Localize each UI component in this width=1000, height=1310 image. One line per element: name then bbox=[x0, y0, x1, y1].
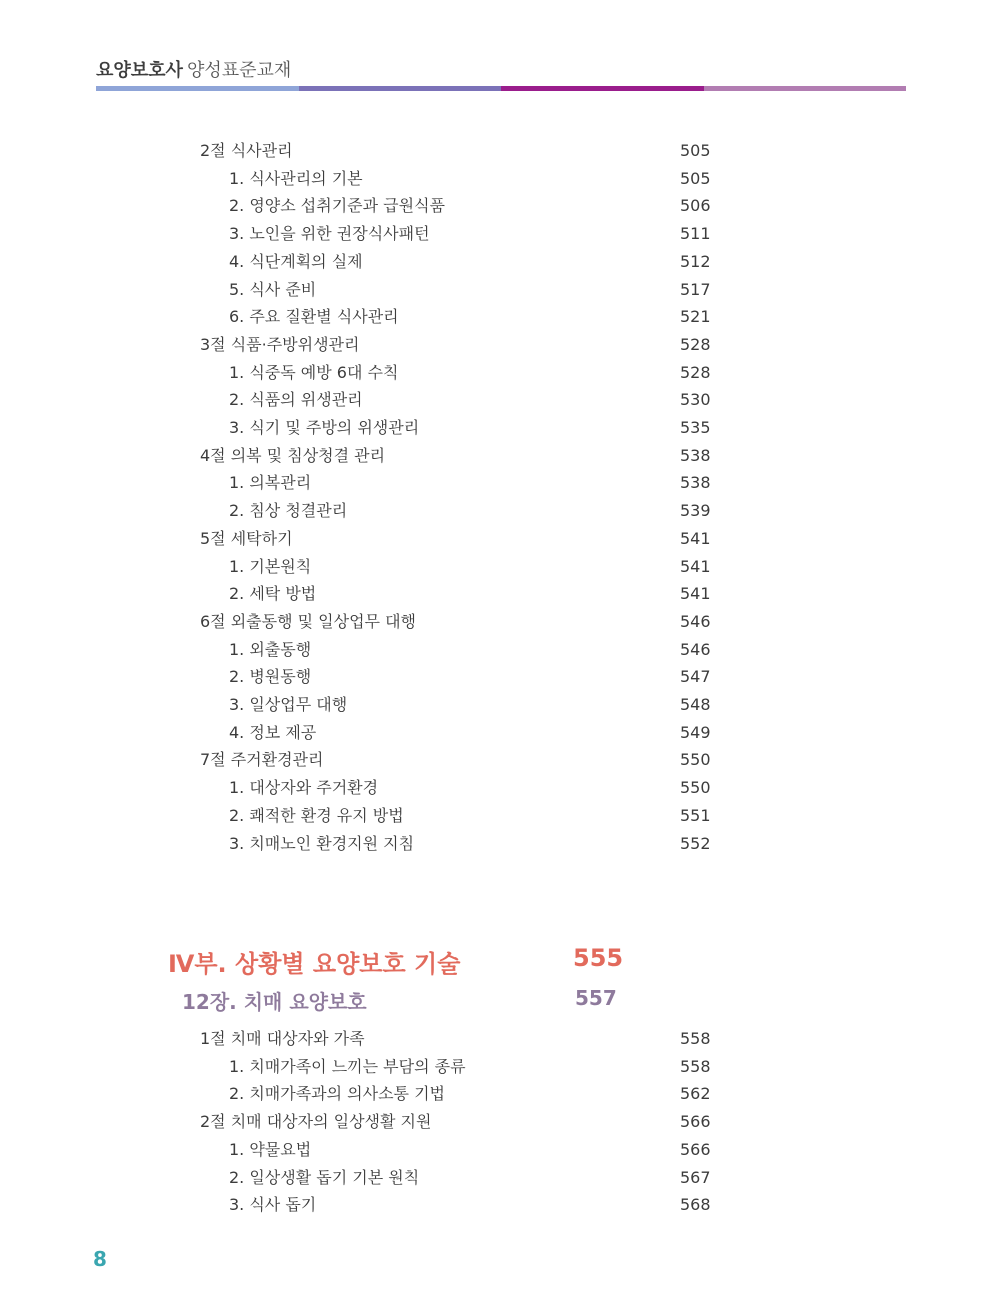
toc-label: 2절 식사관리 bbox=[200, 141, 293, 160]
toc-page-number: 568 bbox=[680, 1195, 711, 1215]
toc-section-row bbox=[0, 608, 1000, 636]
toc-page-number: 541 bbox=[680, 556, 711, 576]
toc-page-number: 551 bbox=[680, 805, 711, 825]
toc-item-row bbox=[0, 303, 1000, 331]
toc-page-number: 550 bbox=[680, 750, 711, 770]
header-bar-segment bbox=[704, 86, 907, 91]
toc-page-number: 538 bbox=[680, 473, 711, 493]
toc-item-row bbox=[0, 691, 1000, 719]
toc-label: 2. 식품의 위생관리 bbox=[229, 390, 363, 410]
toc-page-number: 538 bbox=[680, 445, 711, 465]
toc-page-number: 521 bbox=[680, 307, 711, 327]
header-color-bar bbox=[96, 86, 906, 91]
toc-page-number: 547 bbox=[680, 667, 711, 687]
toc-label: 7절 주거환경관리 bbox=[200, 750, 324, 770]
toc-page-number: 546 bbox=[680, 611, 711, 631]
toc-item-row bbox=[0, 830, 1000, 858]
toc-label: 2. 쾌적한 환경 유지 방법 bbox=[229, 805, 404, 825]
toc-page-number: 528 bbox=[680, 362, 711, 382]
toc-page-number: 549 bbox=[680, 722, 711, 742]
toc-page-number: 539 bbox=[680, 501, 711, 521]
toc-label: 2. 일상생활 돕기 기본 원칙 bbox=[229, 1167, 420, 1187]
toc-section-row bbox=[0, 525, 1000, 553]
toc-label: 3. 노인을 위한 권장식사패턴 bbox=[229, 224, 430, 244]
toc-item-row bbox=[0, 719, 1000, 747]
running-header bbox=[96, 56, 291, 82]
toc-item-row bbox=[0, 774, 1000, 802]
toc-item-row bbox=[0, 553, 1000, 581]
toc-label: 1절 치매 대상자와 가족 bbox=[200, 1029, 365, 1048]
toc-page-number: 550 bbox=[680, 778, 711, 798]
toc-item-row bbox=[0, 469, 1000, 497]
toc-page-number: 512 bbox=[680, 251, 711, 271]
toc-label: 1. 치매가족이 느끼는 부담의 종류 bbox=[229, 1056, 466, 1076]
toc-page-number: 541 bbox=[680, 528, 711, 548]
chapter-page: 557 bbox=[575, 986, 617, 1010]
toc-item-row bbox=[0, 497, 1000, 525]
header-bar-segment bbox=[299, 86, 502, 91]
toc-item-row bbox=[0, 663, 1000, 691]
toc-label: 4. 정보 제공 bbox=[229, 722, 317, 742]
toc-item-row bbox=[0, 165, 1000, 193]
part-title: Ⅳ부. 상황별 요양보호 기술 bbox=[168, 950, 461, 978]
toc-page-number: 566 bbox=[680, 1112, 711, 1132]
toc-label: 1. 식사관리의 기본 bbox=[229, 168, 363, 188]
toc-label: 2. 영양소 섭취기준과 급원식품 bbox=[229, 196, 445, 216]
toc-page-number: 558 bbox=[680, 1029, 711, 1048]
header-bar-segment bbox=[501, 86, 704, 91]
toc-label: 2. 침상 청결관리 bbox=[229, 501, 348, 521]
part-heading bbox=[0, 944, 1000, 978]
toc-item-row bbox=[0, 1080, 1000, 1108]
toc-label: 6. 주요 질환별 식사관리 bbox=[229, 307, 399, 327]
toc-section-row bbox=[0, 331, 1000, 359]
toc-section-row bbox=[0, 137, 1000, 165]
part-page: 555 bbox=[573, 944, 624, 972]
toc-item-row bbox=[0, 276, 1000, 304]
toc-label: 3. 식기 및 주방의 위생관리 bbox=[229, 418, 420, 437]
toc-page-number: 546 bbox=[680, 639, 711, 659]
toc-label: 2. 세탁 방법 bbox=[229, 584, 317, 604]
toc-item-row bbox=[0, 1191, 1000, 1219]
toc-page-number: 552 bbox=[680, 833, 711, 853]
toc-page-number: 528 bbox=[680, 334, 711, 354]
toc-item-row bbox=[0, 636, 1000, 664]
toc-page-number: 505 bbox=[680, 141, 711, 160]
toc-label: 2. 치매가족과의 의사소통 기법 bbox=[229, 1084, 445, 1104]
toc-label: 3절 식품·주방위생관리 bbox=[200, 334, 360, 354]
toc-item-row bbox=[0, 220, 1000, 248]
toc-item-row bbox=[0, 1164, 1000, 1192]
toc-page-number: 548 bbox=[680, 695, 711, 714]
toc-label: 4절 의복 및 침상청결 관리 bbox=[200, 445, 386, 465]
toc-label: 1. 약물요법 bbox=[229, 1139, 312, 1159]
toc-page-number: 567 bbox=[680, 1167, 711, 1187]
toc-label: 5. 식사 준비 bbox=[229, 279, 317, 299]
toc-item-row bbox=[0, 414, 1000, 442]
toc-label: 1. 대상자와 주거환경 bbox=[229, 778, 379, 798]
toc-label: 4. 식단계획의 실제 bbox=[229, 251, 363, 271]
toc-label: 1. 외출동행 bbox=[229, 639, 312, 659]
toc-item-row bbox=[0, 1053, 1000, 1081]
toc-label: 5절 세탁하기 bbox=[200, 528, 293, 548]
toc-page-number: 517 bbox=[680, 279, 711, 299]
toc-label: 2. 병원동행 bbox=[229, 667, 312, 687]
toc-section-row bbox=[0, 1108, 1000, 1136]
toc-section-row bbox=[0, 746, 1000, 774]
toc-item-row bbox=[0, 192, 1000, 220]
toc-section-row bbox=[0, 442, 1000, 470]
toc-item-row bbox=[0, 386, 1000, 414]
chapter-heading bbox=[0, 986, 1000, 1014]
toc-page-number: 506 bbox=[680, 196, 711, 216]
toc-item-row bbox=[0, 1136, 1000, 1164]
toc-page-number: 535 bbox=[680, 418, 711, 437]
toc-label: 1. 기본원칙 bbox=[229, 556, 312, 576]
toc-label: 3. 치매노인 환경지원 지침 bbox=[229, 833, 415, 853]
page-number: 8 bbox=[93, 1247, 107, 1271]
chapter-title: 12장. 치매 요양보호 bbox=[182, 990, 367, 1014]
header-title-bold: 요양보호사 bbox=[96, 60, 183, 81]
toc-section-row bbox=[0, 1025, 1000, 1053]
toc-page-number: 530 bbox=[680, 390, 711, 410]
toc-page-number: 562 bbox=[680, 1084, 711, 1104]
toc-page-number: 566 bbox=[680, 1139, 711, 1159]
header-bar-segment bbox=[96, 86, 299, 91]
toc-item-row bbox=[0, 580, 1000, 608]
toc-label: 3. 식사 돕기 bbox=[229, 1195, 317, 1215]
toc-page-number: 505 bbox=[680, 168, 711, 188]
toc-item-row bbox=[0, 359, 1000, 387]
header-title-light: 양성표준교재 bbox=[186, 60, 292, 81]
toc-label: 6절 외출동행 및 일상업무 대행 bbox=[200, 611, 416, 631]
toc-label: 3. 일상업무 대행 bbox=[229, 695, 348, 714]
toc-label: 1. 식중독 예방 6대 수칙 bbox=[229, 362, 399, 382]
toc-page-number: 541 bbox=[680, 584, 711, 604]
toc-label: 1. 의복관리 bbox=[229, 473, 312, 493]
toc-page-number: 511 bbox=[680, 224, 711, 244]
toc-label: 2절 치매 대상자의 일상생활 지원 bbox=[200, 1112, 432, 1132]
toc-item-row bbox=[0, 248, 1000, 276]
toc-item-row bbox=[0, 802, 1000, 830]
toc-page-number: 558 bbox=[680, 1056, 711, 1076]
